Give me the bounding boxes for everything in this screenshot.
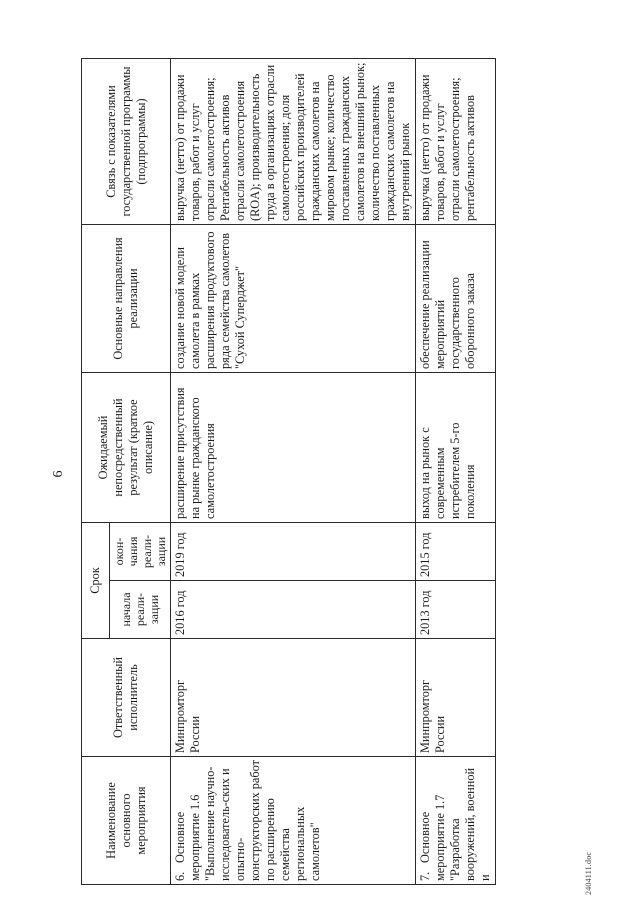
row-directions: создание новой модели самолета в рамках расширения продуктового ряда семейства самолетов "Сухой Суперджет" bbox=[171, 224, 416, 372]
row-number: 6. bbox=[173, 871, 187, 881]
table-row bbox=[416, 58, 496, 884]
row-link: выручка (нетто) от продажи товаров, работ и услуг отрасли самолетостроения; рентабельность активов bbox=[416, 58, 496, 224]
page-number: 6 bbox=[51, 470, 66, 478]
row-executor: Минпромторг России bbox=[171, 639, 416, 757]
file-footer: 2404111.doc bbox=[584, 851, 593, 895]
row-result: выход на рынок с современным истребителем 5-го поколения bbox=[416, 372, 496, 522]
landscape-content bbox=[39, 53, 599, 895]
row-result: расширение присутствия на рынке гражданского самолетостроения bbox=[171, 372, 416, 522]
row-executor: Минпромторг России bbox=[416, 639, 496, 757]
row-name-cell bbox=[171, 757, 416, 885]
activities-table bbox=[81, 58, 496, 885]
header-term-end: окон-чания реали-зации bbox=[110, 522, 171, 580]
header-executor: Ответственный исполнитель bbox=[82, 639, 171, 757]
row-number: 7. bbox=[418, 871, 432, 881]
header-result: Ожидаемый непосредственный результат (краткое описание) bbox=[82, 372, 171, 522]
header-term-start: начала реали-зации bbox=[110, 581, 171, 639]
row-start: 2013 год bbox=[416, 581, 496, 639]
row-name: Основное мероприятие 1.6 "Выполнение научно-исследователь-ских и опытно-конструкторских работ по расширению семейства региональных самолетов" bbox=[173, 760, 322, 881]
row-name: Основное мероприятие 1.7 "Разработка вооружений, военной и bbox=[418, 767, 492, 881]
header-directions: Основные направления реализации bbox=[82, 224, 171, 372]
row-start: 2016 год bbox=[171, 581, 416, 639]
header-link: Связь с показателями государственной программы (подпрограммы) bbox=[82, 58, 171, 224]
row-name-cell bbox=[416, 757, 496, 885]
row-link: выручка (нетто) от продажи товаров, работ и услуг отрасли самолетостроения; Рентабельность активов отрасли самолетостроения (ROA); производительность труда в организациях отрасли самолетостроения; доля российских производителей гражданских самолетов на мировом рынке; количество поставленных гражданских самолетов на внешний рынок; количество поставленных гражданских самолетов на внутренний рынок bbox=[171, 58, 416, 224]
header-term: Срок bbox=[82, 522, 110, 638]
table-row bbox=[171, 58, 416, 884]
row-end: 2019 год bbox=[171, 522, 416, 580]
header-name: Наименование основного мероприятия bbox=[82, 757, 171, 885]
row-end: 2015 год bbox=[416, 522, 496, 580]
row-directions: обеспечение реализации мероприятий государственного оборонного заказа bbox=[416, 224, 496, 372]
